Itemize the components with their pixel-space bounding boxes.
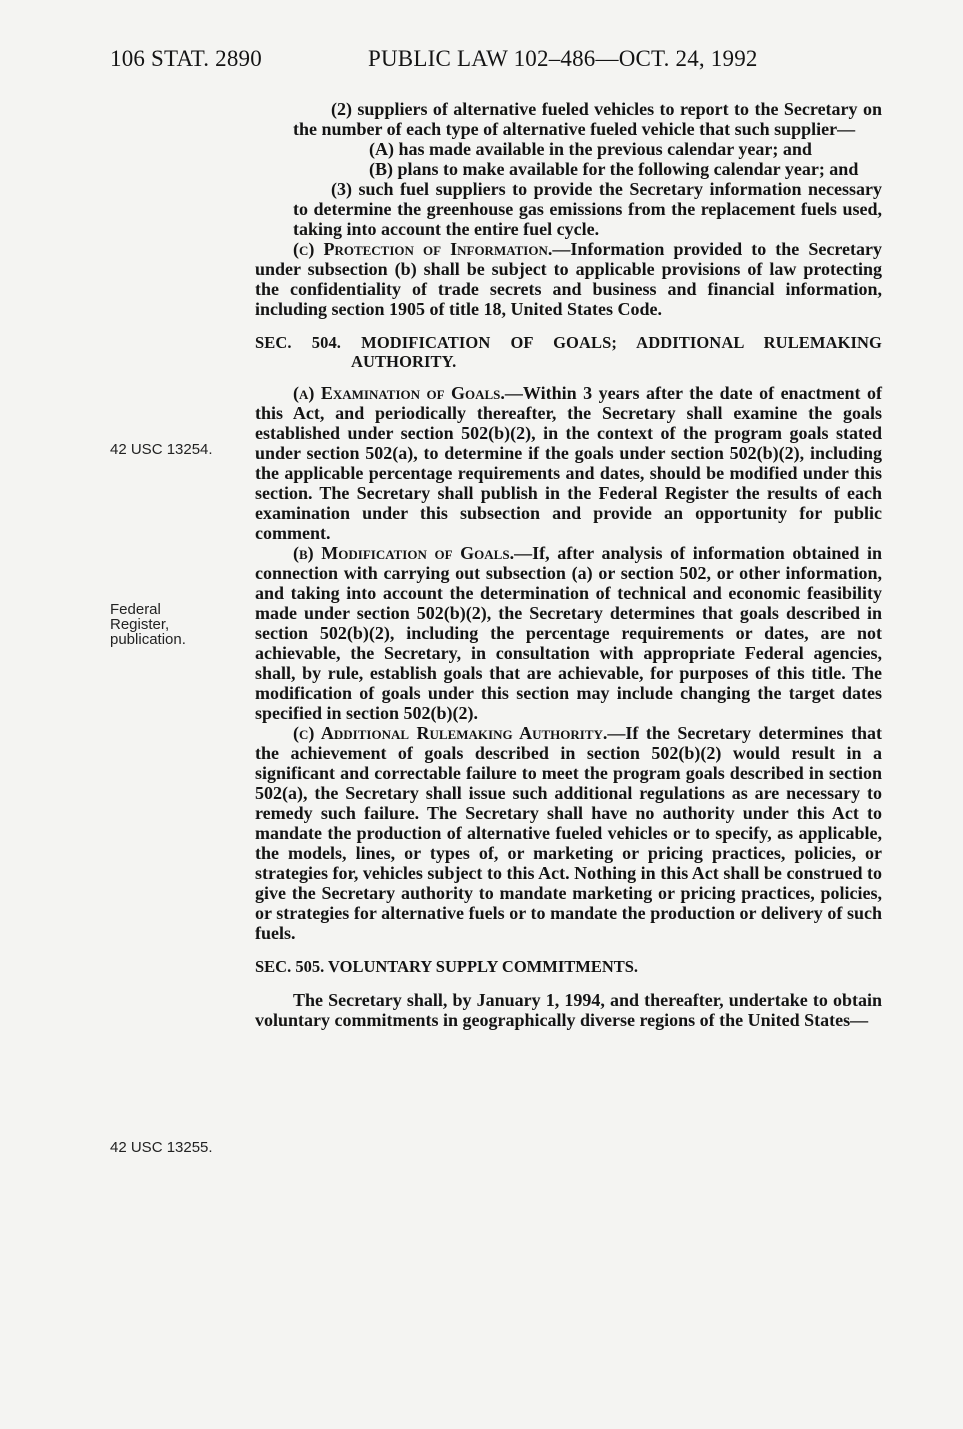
subsection-heading: (b) Modification of Goals. [293, 543, 515, 563]
subsection-b-modification [255, 543, 882, 723]
subsection-text: —Within 3 years after the date of enactment of this Act, and periodically thereafter, the Secretary shall examine the goals established under section 502(b)(2), in the context of the program goals stated under section 502(a), to determine if the goals under section 502(b)(2), including the applicable percentage requirements and dates, should be modified under this section. The Secretary shall publish in the Federal Register the results of each examination under this subsection and provide an opportunity for public comment. [255, 383, 883, 543]
margin-note-usc-13255: 42 USC 13255. [110, 1139, 213, 1156]
page-number: 106 STAT. 2890 [110, 46, 262, 71]
subsection-heading: (c) Additional Rulemaking Authority. [293, 723, 608, 743]
subsection-a-examination [255, 383, 882, 543]
section-505-text: The Secretary shall, by January 1, 1994, and thereafter, undertake to obtain voluntary commitments in geographically diverse regions of the United States— [255, 990, 882, 1030]
subsection-text: —Information provided to the Secretary under subsection (b) shall be subject to applicable provisions of law protecting the confidentiality of trade secrets and business and financial information, including section 1905 of title 18, United States Code. [255, 239, 882, 319]
subsection-text: —If the Secretary determines that the achievement of goals described in section 502(b)(2) would result in a significant and correctable failure to meet the program goals described in section 502(a), the Secretary shall issue such additional regulations as are necessary to remedy such failure. The Secretary shall have no authority under this Act to mandate the production of alternative fueled vehicles or to specify, as applicable, the models, lines, or types of, or marketing or pricing practices, policies, or strategies for, vehicles subject to this Act. Nothing in this Act shall be construed to give the Secretary authority to mandate marketing or pricing practices, policies, or strategies for alternative fuels or to mandate the production or delivery of such fuels. [255, 723, 882, 943]
subsection-heading: (a) Examination of Goals. [293, 383, 505, 403]
law-citation: PUBLIC LAW 102–486—OCT. 24, 1992 [368, 46, 758, 71]
document-body [255, 99, 882, 1030]
paragraph-3: (3) such fuel suppliers to provide the Secretary information necessary to determine the greenhouse gas emissions from the replacement fuels used, taking into account the entire fuel cycle. [293, 179, 882, 239]
section-505-heading: SEC. 505. VOLUNTARY SUPPLY COMMITMENTS. [255, 957, 639, 976]
paragraph-2-A: (A) has made available in the previous calendar year; and [369, 139, 812, 159]
margin-note-federal-register: Federal Register, publication. [110, 601, 186, 648]
paragraph-2: (2) suppliers of alternative fueled vehicles to report to the Secretary on the number of each type of alternative fueled vehicle that such supplier— [293, 99, 882, 139]
subsection-text: —If, after analysis of information obtained in connection with carrying out subsection (a) or section 502, or other information, and taking into account the determination of technical and economic feasibility made under section 502(b)(2), the Secretary determines that goals described in section 502(b)(2), including the percentage requirements or dates, are not achievable, the Secretary, in consultation with appropriate Federal agencies, shall, by rule, establish goals that are achievable, for purposes of this title. The modification of goals under this section may include changing the target dates specified in section 502(b)(2). [255, 543, 882, 723]
subsection-c-rulemaking [255, 723, 882, 943]
subsection-heading: (c) Protection of Information. [293, 239, 553, 259]
margin-note-usc-13254: 42 USC 13254. [110, 441, 213, 458]
section-504-heading: SEC. 504. MODIFICATION OF GOALS; ADDITIONAL RULEMAKING AUTHORITY. [255, 333, 882, 371]
subsection-c-protection [255, 239, 882, 319]
paragraph-2-B: (B) plans to make available for the following calendar year; and [369, 159, 859, 179]
